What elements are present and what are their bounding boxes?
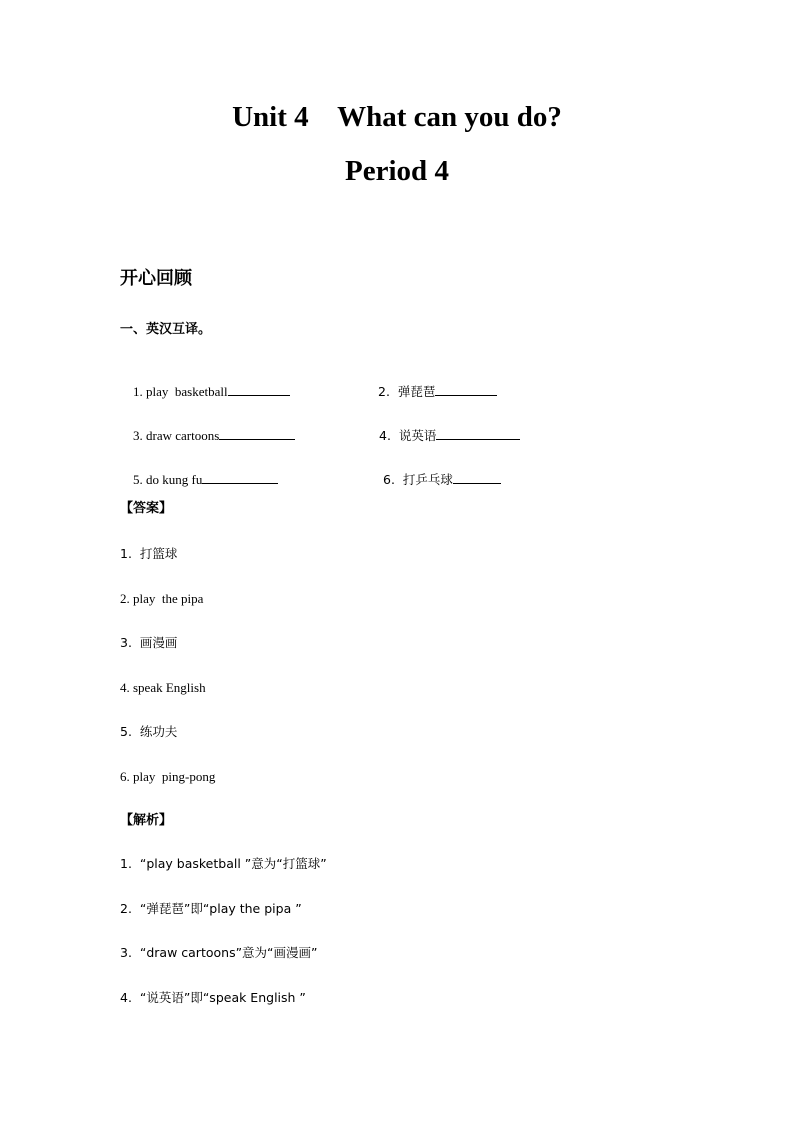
period-title: Period 4 (345, 155, 449, 187)
unit-title: Unit 4 What can you do? (232, 101, 562, 133)
answer-blank[interactable] (219, 427, 295, 440)
answer-text: 1. 打篮球 (120, 546, 178, 561)
answer-item (120, 770, 215, 783)
section-heading: 开心回顾 (120, 268, 192, 289)
question-5 (120, 458, 278, 499)
answer-text: 6. play ping-pong (120, 769, 216, 784)
question-text: 5. do kung fu (133, 472, 203, 487)
answer-blank[interactable] (435, 383, 497, 396)
question-text: 2. 弹琵琶 (378, 384, 436, 399)
question-text: 6. 打乒乓球 (383, 472, 453, 487)
answer-item (120, 636, 177, 650)
exercise-heading: 一、英汉互译。 (120, 322, 212, 337)
analysis-text: 4. “说英语”即“speak English ” (120, 990, 306, 1005)
question-6 (370, 458, 501, 500)
question-4 (366, 414, 520, 456)
question-text: 4. 说英语 (379, 428, 437, 443)
answer-text: 5. 练功夫 (120, 724, 178, 739)
question-3 (120, 414, 295, 455)
analysis-item (120, 947, 318, 960)
question-text: 1. play basketball (133, 384, 228, 399)
answer-text: 3. 画漫画 (120, 635, 178, 650)
answer-text: 2. play the pipa (120, 591, 204, 606)
question-1 (120, 370, 290, 411)
answer-label: 【答案】 (120, 501, 173, 516)
answer-text: 4. speak English (120, 680, 206, 695)
analysis-text: 2. “弹琵琶”即“play the pipa ” (120, 901, 302, 916)
answer-blank[interactable] (228, 383, 290, 396)
answer-blank[interactable] (453, 471, 501, 484)
answer-item (120, 681, 206, 694)
analysis-text: 3. “draw cartoons”意为“画漫画” (120, 945, 318, 960)
answer-blank[interactable] (202, 471, 278, 484)
question-2 (365, 370, 497, 412)
analysis-item (120, 858, 327, 871)
analysis-item (120, 992, 306, 1005)
answer-blank[interactable] (436, 427, 520, 440)
analysis-item (120, 903, 302, 916)
analysis-label: 【解析】 (120, 813, 173, 828)
analysis-text: 1. “play basketball ”意为“打篮球” (120, 856, 327, 871)
answer-item (120, 725, 177, 739)
answer-item (120, 592, 203, 605)
answer-item (120, 547, 177, 561)
question-text: 3. draw cartoons (133, 428, 220, 443)
